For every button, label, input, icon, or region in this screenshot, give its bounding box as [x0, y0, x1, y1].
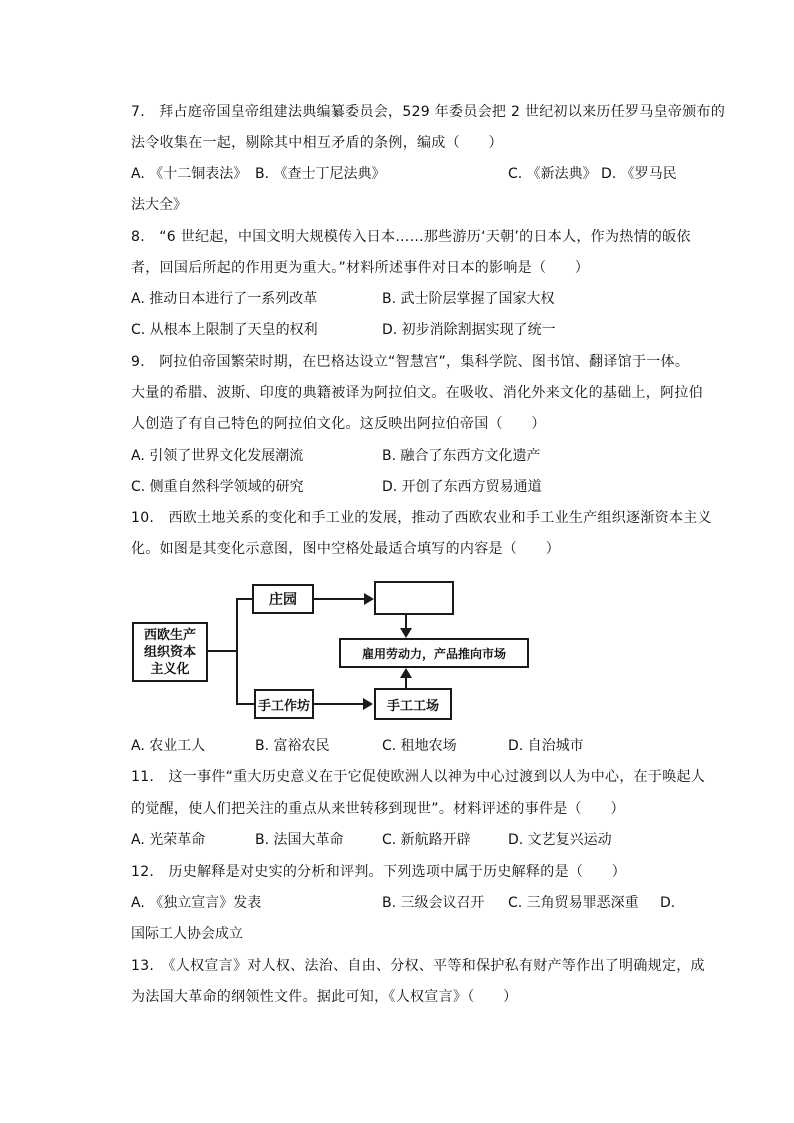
q7-option-c[interactable]: C. 《新法典》: [508, 166, 597, 182]
diagram-root-line1: 西欧生产: [143, 627, 196, 643]
diagram-market-label: 雇用劳动力，产品推向市场: [361, 646, 506, 661]
diagram-root-line2: 组织资本: [143, 644, 196, 660]
diagram-manor-label: 庄园: [269, 592, 297, 608]
q7-option-a[interactable]: A. 《十二铜表法》: [131, 166, 248, 182]
q12-option-d-continued: 国际工人协会成立: [131, 926, 243, 942]
q10-option-c[interactable]: C. 租地农场: [382, 738, 457, 754]
q7-stem-line2: 法令收集在一起，剔除其中相互矛盾的条例，编成（ ）: [131, 135, 503, 151]
diagram-workshop-label: 手工作坊: [257, 698, 310, 714]
q9-option-d[interactable]: D. 开创了东西方贸易通道: [382, 479, 542, 495]
diagram-connector-root: [208, 650, 237, 652]
q7-option-d-continued: 法大全》: [131, 197, 187, 213]
q11-option-b[interactable]: B. 法国大革命: [255, 832, 344, 848]
diagram-arrow-workshop-shaft: [314, 703, 364, 705]
diagram-blank-box: [374, 581, 454, 615]
q12-option-b[interactable]: B. 三级会议召开: [382, 895, 485, 911]
q9-stem-line3: 人创造了有自己特色的阿拉伯文化。这反映出阿拉伯帝国（ ）: [131, 416, 546, 432]
q9-option-b[interactable]: B. 融合了东西方文化遗产: [382, 448, 541, 464]
q13-stem-line2: 为法国大革命的纲领性文件。据此可知，《人权宣言》（ ）: [131, 989, 518, 1005]
q9-stem-line2: 大量的希腊、波斯、印度的典籍被译为阿拉伯文。在吸收、消化外来文化的基础上，阿拉伯: [131, 385, 703, 401]
q8-stem-line1: 8. “6 世纪起，中国文明大规模传入日本……那些游历‘天朝’的日本人，作为热情的皈依: [131, 229, 691, 245]
q7-option-b[interactable]: B. 《查士丁尼法典》: [255, 166, 386, 182]
q8-stem-line2: 者，回国后所起的作用更为重大。”材料所述事件对日本的影响是（ ）: [131, 260, 590, 276]
q12-option-a[interactable]: A. 《独立宣言》发表: [131, 895, 262, 911]
q11-option-d[interactable]: D. 文艺复兴运动: [508, 832, 612, 848]
diagram-manufactory-label: 手工工场: [386, 698, 439, 714]
diagram-market-box: [339, 638, 529, 668]
diagram-manor-box: [252, 584, 314, 614]
q13-stem-line1: 13. 《人权宣言》对人权、法治、自由、分权、平等和保护私有财产等作出了明确规定，成: [131, 958, 705, 974]
diagram-arrow-manor-shaft: [314, 598, 366, 600]
diagram-connector-to-manor: [236, 598, 252, 600]
q8-option-c[interactable]: C. 从根本上限制了天皇的权利: [131, 322, 318, 338]
q10-diagram: [130, 578, 530, 723]
arrow-down-icon: [400, 628, 412, 638]
q12-option-d[interactable]: D.: [660, 895, 676, 911]
q9-option-a[interactable]: A. 引领了世界文化发展潮流: [131, 448, 304, 464]
q7-stem-line1: 7. 拜占庭帝国皇帝组建法典编纂委员会，529 年委员会把 2 世纪初以来历任罗马皇帝颁布的: [131, 104, 726, 120]
q10-option-a[interactable]: A. 农业工人: [131, 738, 206, 754]
diagram-workshop-box: [254, 689, 314, 719]
q11-option-c[interactable]: C. 新航路开辟: [382, 832, 471, 848]
diagram-root-line3: 主义化: [150, 661, 190, 677]
q8-option-b[interactable]: B. 武士阶层掌握了国家大权: [382, 291, 555, 307]
q10-stem-line2: 化。如图是其变化示意图，图中空格处最适合填写的内容是（ ）: [131, 541, 560, 557]
arrow-up-icon: [400, 668, 412, 678]
q10-stem-line1: 10. 西欧土地关系的变化和手工业的发展，推动了西欧农业和手工业生产组织逐渐资本主义: [131, 510, 712, 526]
diagram-manufactory-box: [374, 688, 452, 720]
q11-stem-line2: 的觉醒，使人们把关注的重点从来世转移到现世”。材料评述的事件是（ ）: [131, 801, 625, 817]
q8-option-a[interactable]: A. 推动日本进行了一系列改革: [131, 291, 318, 307]
q11-stem-line1: 11. 这一事件“重大历史意义在于它促使欧洲人以神为中心过渡到以人为中心，在于唤起人: [131, 769, 706, 785]
arrow-right-icon: [364, 593, 374, 605]
q12-stem-line1: 12. 历史解释是对史实的分析和评判。下列选项中属于历史解释的是（ ）: [131, 864, 627, 880]
q9-stem-line1: 9. 阿拉伯帝国繁荣时期，在巴格达设立“智慧宫”，集科学院、图书馆、翻译馆于一体。: [131, 354, 690, 370]
q12-option-c[interactable]: C. 三角贸易罪恶深重: [508, 895, 639, 911]
q10-option-b[interactable]: B. 富裕农民: [255, 738, 330, 754]
diagram-connector-to-workshop: [236, 703, 254, 705]
arrow-right-icon: [363, 698, 373, 710]
q8-option-d[interactable]: D. 初步消除割据实现了统一: [382, 322, 556, 338]
q7-option-d[interactable]: D. 《罗马民: [601, 166, 677, 182]
diagram-connector-vertical: [236, 598, 238, 704]
q10-option-d[interactable]: D. 自治城市: [508, 738, 584, 754]
q11-option-a[interactable]: A. 光荣革命: [131, 832, 206, 848]
diagram-root-box: [132, 622, 208, 682]
q9-option-c[interactable]: C. 侧重自然科学领域的研究: [131, 479, 304, 495]
